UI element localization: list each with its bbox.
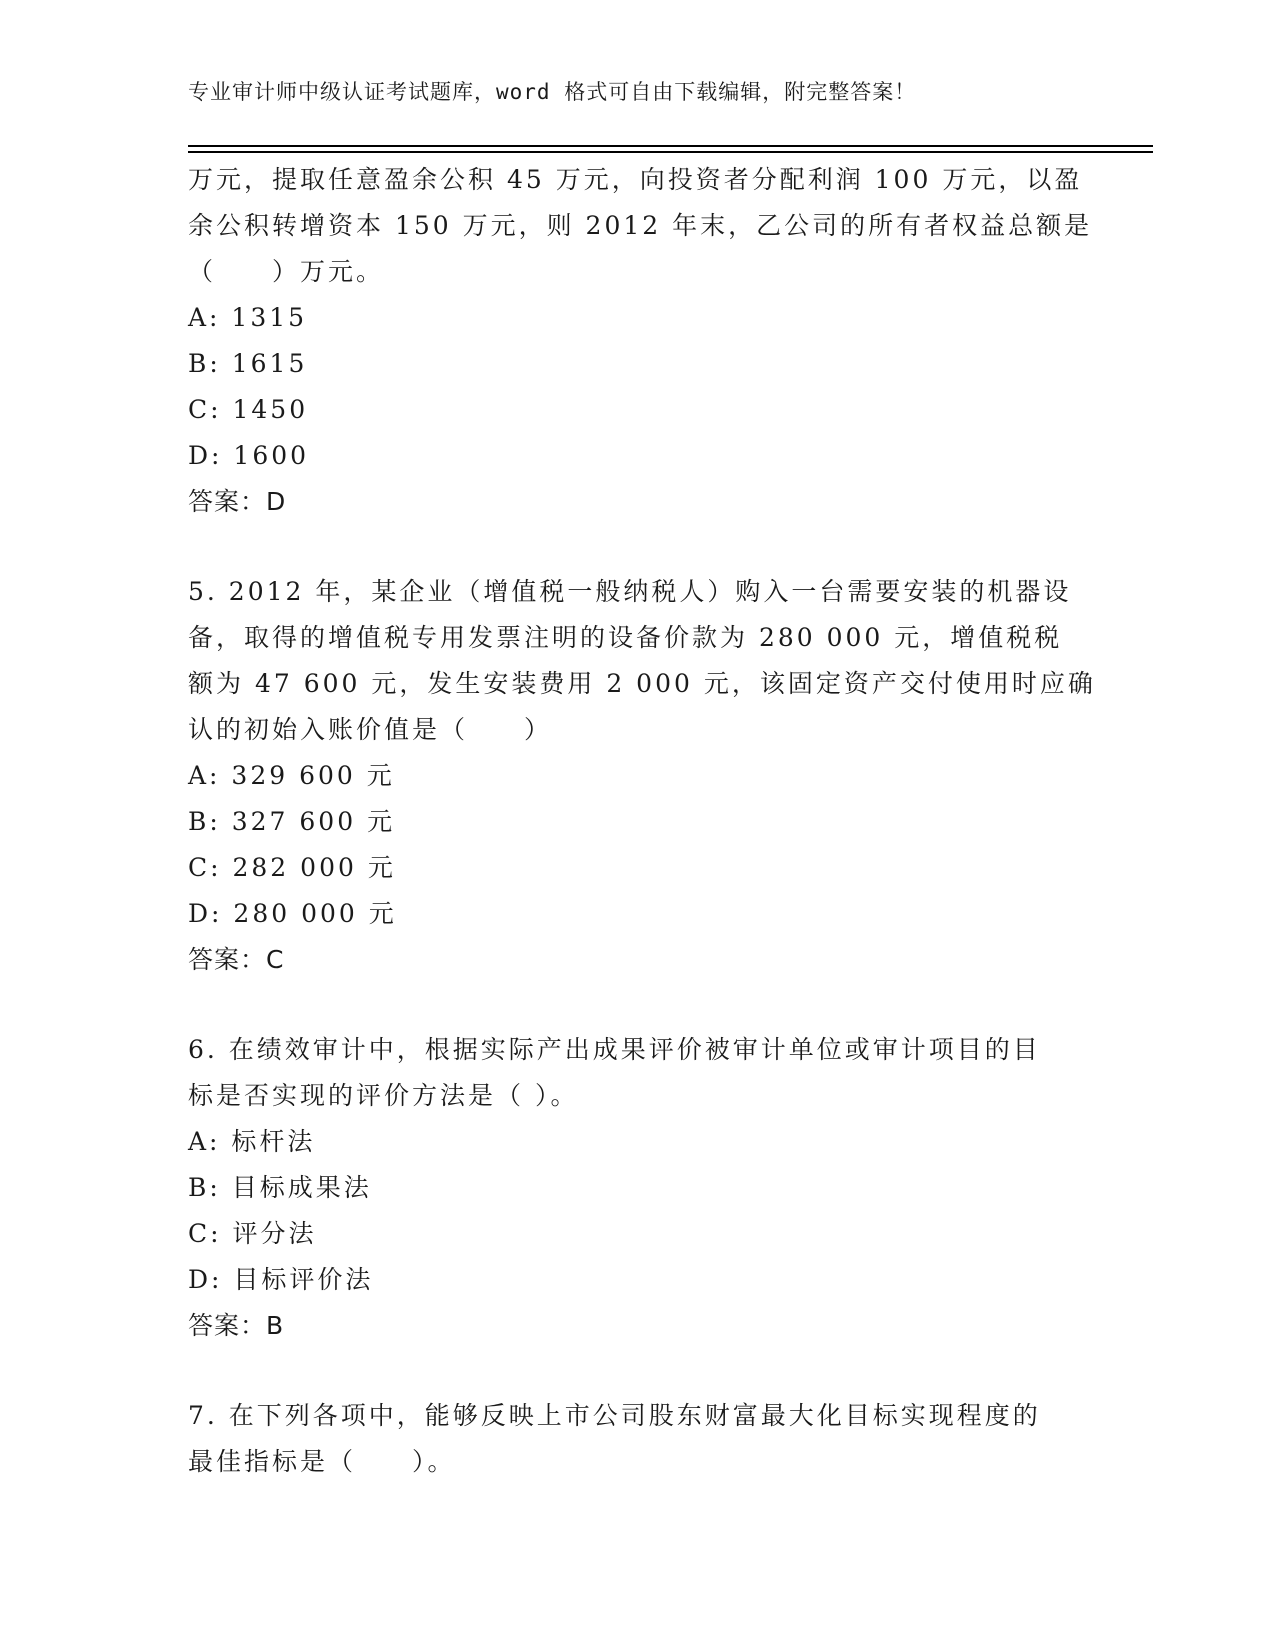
question-6-answer: 答案：B — [188, 1311, 285, 1340]
question-4-answer: 答案：D — [188, 487, 287, 516]
question-5-option-c: C: 282 000 元 — [188, 853, 396, 882]
question-6-line-1: 6. 在绩效审计中，根据实际产出成果评价被审计单位或审计项目的目 — [188, 1035, 1041, 1064]
header-rule-top — [188, 145, 1153, 147]
question-5 — [188, 569, 1096, 983]
question-6-option-d: D: 目标评价法 — [188, 1265, 374, 1294]
question-5-line-2: 备，取得的增值税专用发票注明的设备价款为 280 000 元，增值税税 — [188, 623, 1063, 652]
spacer — [188, 525, 1088, 569]
question-4-option-a: A: 1315 — [188, 303, 308, 332]
spacer — [188, 1349, 1088, 1393]
page-header: 专业审计师中级认证考试题库，word 格式可自由下载编辑，附完整答案！ — [188, 80, 917, 104]
question-4-option-b: B: 1615 — [188, 349, 308, 378]
question-6-option-b: B: 目标成果法 — [188, 1173, 372, 1202]
question-6-line-2: 标是否实现的评价方法是（ ）。 — [188, 1081, 579, 1110]
question-4-continued — [188, 157, 1093, 525]
question-5-line-4: 认的初始入账价值是（ ） — [188, 715, 553, 744]
question-7-line-2: 最佳指标是（ ）。 — [188, 1447, 456, 1476]
question-6 — [188, 1027, 1088, 1349]
question-5-line-3: 额为 47 600 元，发生安装费用 2 000 元，该固定资产交付使用时应确 — [188, 669, 1096, 698]
document-body — [188, 157, 1096, 1485]
question-5-option-b: B: 327 600 元 — [188, 807, 396, 836]
question-4-line-1: 万元，提取任意盈余公积 45 万元，向投资者分配利润 100 万元，以盈 — [188, 165, 1083, 194]
question-5-option-a: A: 329 600 元 — [188, 761, 395, 790]
question-5-answer: 答案：C — [188, 945, 285, 974]
question-7-line-1: 7. 在下列各项中，能够反映上市公司股东财富最大化目标实现程度的 — [188, 1401, 1041, 1430]
question-4-line-2: 余公积转增资本 150 万元，则 2012 年末，乙公司的所有者权益总额是 — [188, 211, 1093, 240]
header-rule-bottom — [188, 151, 1153, 153]
question-5-option-d: D: 280 000 元 — [188, 899, 397, 928]
question-5-line-1: 5. 2012 年，某企业（增值税一般纳税人）购入一台需要安装的机器设 — [188, 577, 1072, 606]
question-6-option-c: C: 评分法 — [188, 1219, 317, 1248]
question-4-option-d: D: 1600 — [188, 441, 310, 470]
question-7 — [188, 1393, 1088, 1485]
question-4-option-c: C: 1450 — [188, 395, 309, 424]
question-6-option-a: A: 标杆法 — [188, 1127, 316, 1156]
spacer — [188, 983, 1088, 1027]
question-4-line-3: （ ）万元。 — [188, 257, 385, 286]
